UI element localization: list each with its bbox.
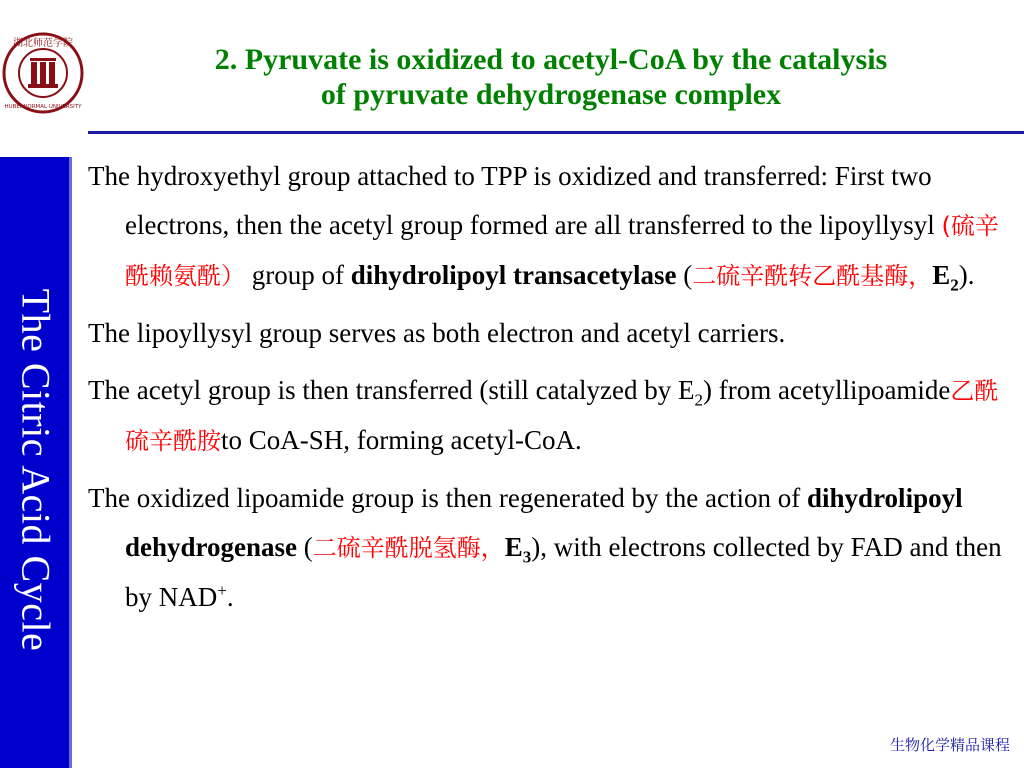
p1-enzyme-name: dihydrolipoyl transacetylase [350,260,677,290]
p1-chinese-term-1: (硫辛酰赖氨酰） [125,212,999,290]
p3-text-3: to CoA-SH, forming acetyl-CoA. [221,425,582,455]
paragraph-1 [88,152,1013,301]
p1-text-4: ). [958,260,975,290]
p1-chinese-term-2: 二硫辛酰转乙酰基酶， [692,262,933,290]
course-footer: 生物化学精品课程 [889,736,1010,754]
p4-enzyme-subscript: 3 [522,547,532,567]
paragraph-3 [88,366,1013,466]
p4-enzyme-symbol: E [504,532,523,562]
slide-title [96,42,1006,112]
sidebar-label: The Citric Acid Cycle [13,288,59,652]
logo-english-text: HUBEI NORMAL UNIVERSITY [4,104,82,110]
p1-enzyme-subscript: 2 [950,275,959,295]
hubei-normal-university-emblem [0,26,86,120]
title-divider [88,131,1024,134]
slide-title-line2: of pyruvate dehydrogenase complex [320,78,782,111]
slide-body [88,152,1013,630]
p1-enzyme-symbol: E [932,260,951,290]
p3-chinese-term-1: 乙酰硫辛酰胺 [125,377,999,455]
paragraph-2 [88,309,1013,358]
p3-subscript: 2 [694,390,704,410]
p3-text-1: The acetyl group is then transferred (still catalyzed by E [88,375,695,405]
p4-text-3: ), with electrons collected by FAD and then by NAD [125,532,1002,612]
logo-emblem-text: 湖北师范学院 [13,38,73,49]
slide-title-line1: 2. Pyruvate is oxidized to acetyl-CoA by the catalysis [214,43,888,76]
p4-superscript: + [217,581,227,600]
p3-text-2: ) from acetyllipoamide [703,375,951,405]
p2-text-1: The lipoyllysyl group serves as both electron and acetyl carriers. [88,318,786,348]
university-logo [0,26,86,120]
p4-chinese-term-1: 二硫辛酰脱氢酶， [312,534,505,562]
p4-enzyme-name: dihydrolipoyl dehydrogenase [125,483,963,562]
p1-text-1: The hydroxyethyl group attached to TPP is oxidized and transferred: First two electrons, then the acetyl group formed are all transferred to the lipoyllysyl [88,161,942,240]
p4-text-2: ( [297,532,313,562]
p1-text-2: group of [245,260,351,290]
p4-text-1: The oxidized lipoamide group is then regenerated by the action of [88,483,808,513]
paragraph-4 [88,474,1013,622]
p1-text-3: ( [676,260,693,290]
p4-text-4: . [226,582,234,612]
